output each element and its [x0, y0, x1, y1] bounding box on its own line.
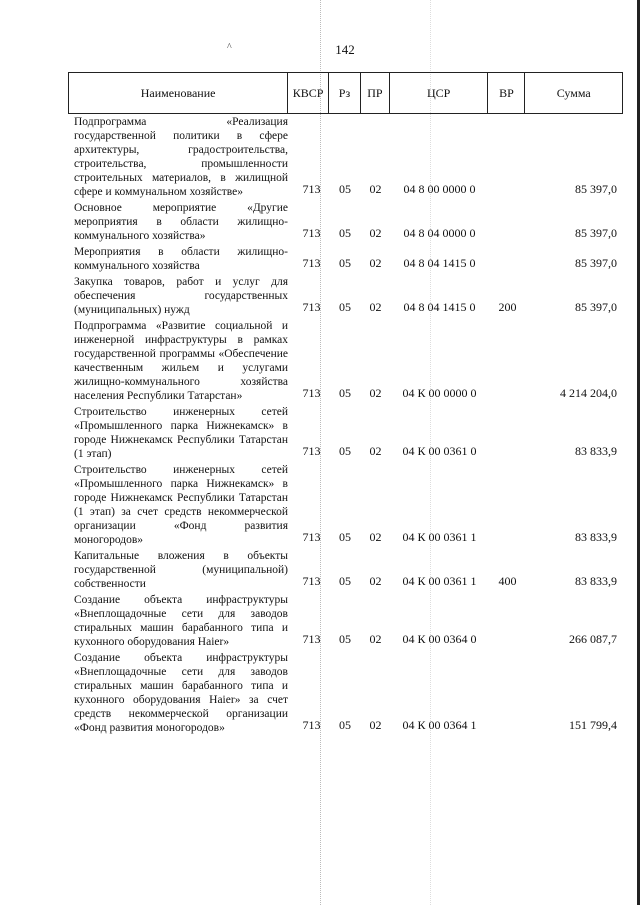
cell-sum: 85 397,0: [575, 182, 617, 196]
cell-sum: 83 833,9: [575, 530, 617, 544]
cell-name: Подпрограмма «Развитие социальной и инженерной инфраструктуры в рамках государственной программы «Обеспечение качественным жильем и услугами жилищно-коммунального хозяйства населения Республики Татарстан»: [74, 320, 288, 402]
cell-csr: 04 К 00 0361 1: [402, 530, 477, 544]
cell-rz: 05: [339, 226, 351, 240]
cell-pr: 02: [369, 574, 382, 588]
header-csr: ЦСР: [390, 73, 489, 113]
header-rz: Рз: [329, 73, 361, 113]
cell-csr: 04 8 00 0000 0: [403, 182, 476, 196]
cell-vr: [489, 459, 526, 462]
cell-sum: 83 833,9: [575, 444, 617, 458]
cell-name: Подпрограмма «Реализация государственной политики в сфере архитектуры, градостроительства, строительства, промышленности строительных материалов, в жилищной сфере и коммунальном хозяйстве»: [74, 116, 288, 198]
cell-kvsr: 713: [302, 632, 321, 646]
cell-sum: 266 087,7: [569, 632, 617, 646]
cell-name: Основное мероприятие «Другие мероприятия в области жилищно-коммунального хозяйства»: [74, 202, 288, 242]
cell-pr: 02: [369, 718, 382, 732]
budget-table-body: [68, 114, 623, 736]
cell-sum: 85 397,0: [575, 256, 617, 270]
table-row: [68, 114, 623, 200]
cell-rz: 05: [339, 300, 351, 314]
table-row: [68, 274, 623, 318]
header-name: Наименование: [69, 73, 288, 113]
cell-pr: 02: [369, 386, 382, 400]
cell-kvsr: 713: [302, 300, 321, 314]
cell-vr: [489, 647, 526, 650]
cell-csr: 04 8 04 1415 0: [403, 300, 476, 314]
table-row: [68, 404, 623, 462]
table-row: [68, 548, 623, 592]
table-header: [68, 72, 623, 114]
cell-rz: 05: [339, 718, 351, 732]
cell-rz: 05: [339, 386, 351, 400]
header-pr: ПР: [361, 73, 390, 113]
cell-kvsr: 713: [302, 444, 321, 458]
cell-sum: 85 397,0: [575, 300, 617, 314]
cell-vr: 400: [498, 574, 517, 588]
cell-kvsr: 713: [302, 530, 321, 544]
cell-sum: 4 214 204,0: [560, 386, 617, 400]
table-row: [68, 592, 623, 650]
table-row: [68, 244, 623, 274]
cell-vr: [489, 545, 526, 548]
cell-sum: 85 397,0: [575, 226, 617, 240]
cell-csr: 04 К 00 0364 0: [402, 632, 477, 646]
cell-name: Создание объекта инфраструктуры «Внеплощадочные сети для заводов стиральных машин барабанного типа и кухонного оборудования Haier» за счет средств некоммерческой организации «Фонд развития моногородов»: [74, 652, 288, 734]
page-number: 142: [335, 42, 355, 57]
cell-csr: 04 К 00 0364 1: [402, 718, 477, 732]
cell-kvsr: 713: [302, 226, 321, 240]
header-kvsr: КВСР: [288, 73, 329, 113]
cell-name: Закупка товаров, работ и услуг для обеспечения государственных (муниципальных) нужд: [74, 276, 288, 316]
cell-name: Капитальные вложения в объекты государственной (муниципальной) собственности: [74, 550, 288, 590]
cell-name: Мероприятия в области жилищно-коммунального хозяйства: [74, 246, 288, 272]
table-row: [68, 650, 623, 736]
header-sum: Сумма: [556, 85, 591, 100]
cell-sum: 83 833,9: [575, 574, 617, 588]
cell-name: Строительство инженерных сетей «Промышленного парка Нижнекамск» в городе Нижнекамск Республики Татарстан (1 этап) за счет средств некоммерческой организации «Фонд развития моногородов»: [74, 464, 288, 546]
table-row: [68, 318, 623, 404]
cell-vr: [489, 271, 526, 274]
scan-mark: ^: [227, 42, 232, 53]
cell-kvsr: 713: [302, 256, 321, 270]
cell-csr: 04 К 00 0000 0: [402, 386, 477, 400]
cell-rz: 05: [339, 182, 351, 196]
cell-name: Создание объекта инфраструктуры «Внеплощадочные сети для заводов стиральных машин барабанного типа и кухонного оборудования Haier»: [74, 594, 288, 648]
table-row: [68, 462, 623, 548]
cell-pr: 02: [369, 182, 382, 196]
cell-pr: 02: [369, 444, 382, 458]
cell-kvsr: 713: [302, 574, 321, 588]
header-vr: ВР: [488, 73, 525, 113]
cell-pr: 02: [369, 530, 382, 544]
cell-pr: 02: [369, 256, 382, 270]
cell-kvsr: 713: [302, 182, 321, 196]
cell-pr: 02: [369, 632, 382, 646]
cell-vr: [489, 197, 526, 200]
cell-vr: [489, 733, 526, 736]
cell-sum: 151 799,4: [569, 718, 617, 732]
cell-vr: 200: [498, 300, 517, 314]
cell-name: Строительство инженерных сетей «Промышленного парка Нижнекамск» в городе Нижнекамск Республики Татарстан (1 этап): [74, 406, 288, 460]
cell-pr: 02: [369, 300, 382, 314]
cell-csr: 04 К 00 0361 1: [402, 574, 477, 588]
cell-vr: [489, 241, 526, 244]
cell-rz: 05: [339, 574, 351, 588]
cell-rz: 05: [339, 444, 351, 458]
cell-pr: 02: [369, 226, 382, 240]
cell-csr: 04 8 04 0000 0: [403, 226, 476, 240]
cell-kvsr: 713: [302, 718, 321, 732]
cell-rz: 05: [339, 256, 351, 270]
cell-rz: 05: [339, 530, 351, 544]
cell-rz: 05: [339, 632, 351, 646]
cell-csr: 04 8 04 1415 0: [403, 256, 476, 270]
table-row: [68, 200, 623, 244]
cell-csr: 04 К 00 0361 0: [402, 444, 477, 458]
cell-kvsr: 713: [302, 386, 321, 400]
cell-vr: [489, 401, 526, 404]
